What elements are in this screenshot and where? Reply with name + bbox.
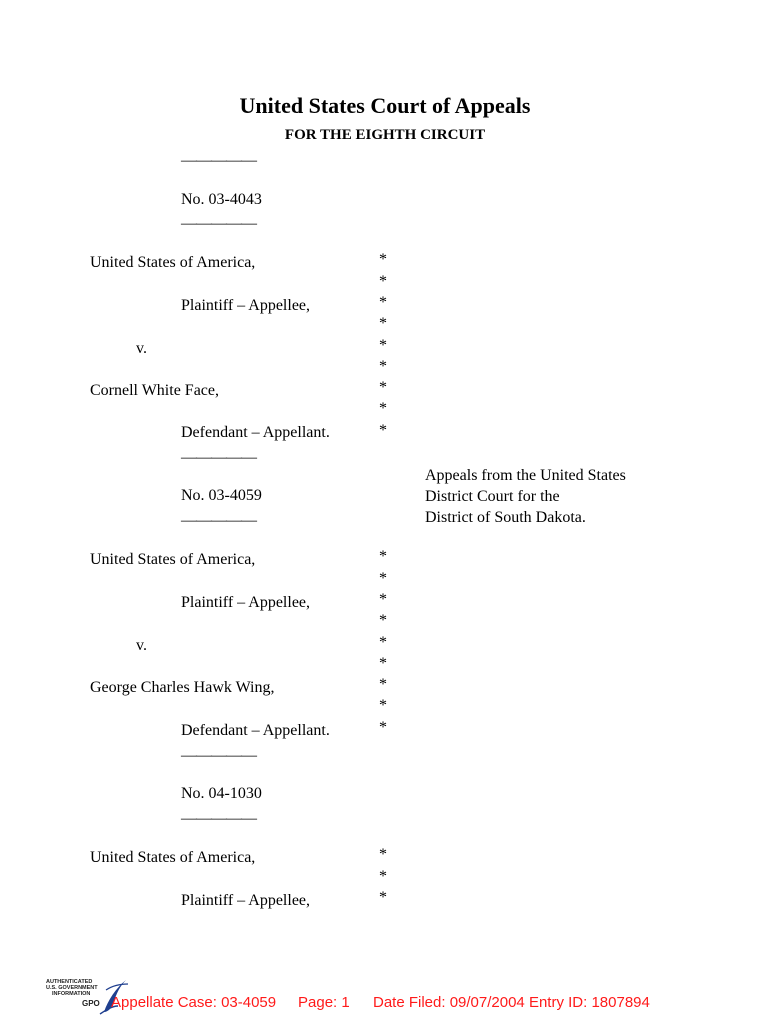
separator-line: ————— — [181, 512, 256, 529]
separator-line: ————— — [181, 152, 256, 169]
separator-line: ————— — [181, 449, 256, 466]
appeal-note — [425, 465, 626, 528]
defendant-role: Defendant – Appellant. — [181, 424, 330, 441]
case-number: No. 03-4043 — [181, 191, 262, 208]
gpo-logo-text: U.S. GOVERNMENT — [46, 985, 98, 991]
case-number: No. 03-4059 — [181, 487, 262, 504]
star-marker: * — [379, 570, 387, 587]
plaintiff-name: United States of America, — [90, 551, 256, 568]
gpo-logo-text: AUTHENTICATED — [46, 979, 93, 985]
plaintiff-role: Plaintiff – Appellee, — [181, 892, 311, 909]
separator-line: ————— — [181, 215, 256, 232]
star-marker: * — [379, 676, 387, 693]
star-marker: * — [379, 400, 387, 417]
versus-label: v. — [136, 340, 147, 357]
plaintiff-name: United States of America, — [90, 849, 256, 866]
star-marker: * — [379, 868, 387, 885]
star-marker: * — [379, 655, 387, 672]
star-marker: * — [379, 315, 387, 332]
footer-page: Page: 1 — [298, 994, 350, 1011]
separator-line: ————— — [181, 810, 256, 827]
star-marker: * — [379, 294, 387, 311]
star-marker: * — [379, 251, 387, 268]
separator-line: ————— — [181, 747, 256, 764]
star-marker: * — [379, 548, 387, 565]
star-marker: * — [379, 634, 387, 651]
star-marker: * — [379, 846, 387, 863]
star-marker: * — [379, 337, 387, 354]
star-marker: * — [379, 719, 387, 736]
case-number: No. 04-1030 — [181, 785, 262, 802]
defendant-name: George Charles Hawk Wing, — [90, 679, 275, 696]
star-marker: * — [379, 591, 387, 608]
star-marker: * — [379, 379, 387, 396]
appeal-note-line: Appeals from the United States — [425, 467, 626, 484]
footer-case-number: Appellate Case: 03-4059 — [111, 994, 277, 1011]
page-title: United States Court of Appeals — [239, 93, 531, 118]
star-marker: * — [379, 889, 387, 906]
footer-date-entry: Date Filed: 09/07/2004 Entry ID: 1807894 — [373, 994, 650, 1011]
star-marker: * — [379, 358, 387, 375]
plaintiff-role: Plaintiff – Appellee, — [181, 594, 311, 611]
star-marker: * — [379, 697, 387, 714]
plaintiff-role: Plaintiff – Appellee, — [181, 297, 311, 314]
appeal-note-line: District of South Dakota. — [425, 509, 586, 526]
star-marker: * — [379, 612, 387, 629]
star-marker: * — [379, 273, 387, 290]
defendant-name: Cornell White Face, — [90, 382, 219, 399]
appeal-note-line: District Court for the — [425, 488, 560, 505]
defendant-role: Defendant – Appellant. — [181, 722, 330, 739]
plaintiff-name: United States of America, — [90, 254, 256, 271]
star-marker: * — [379, 422, 387, 439]
versus-label: v. — [136, 637, 147, 654]
gpo-logo-text: INFORMATION — [52, 991, 91, 997]
gpo-mark: GPO — [82, 999, 100, 1008]
page-subtitle: FOR THE EIGHTH CIRCUIT — [284, 127, 486, 143]
